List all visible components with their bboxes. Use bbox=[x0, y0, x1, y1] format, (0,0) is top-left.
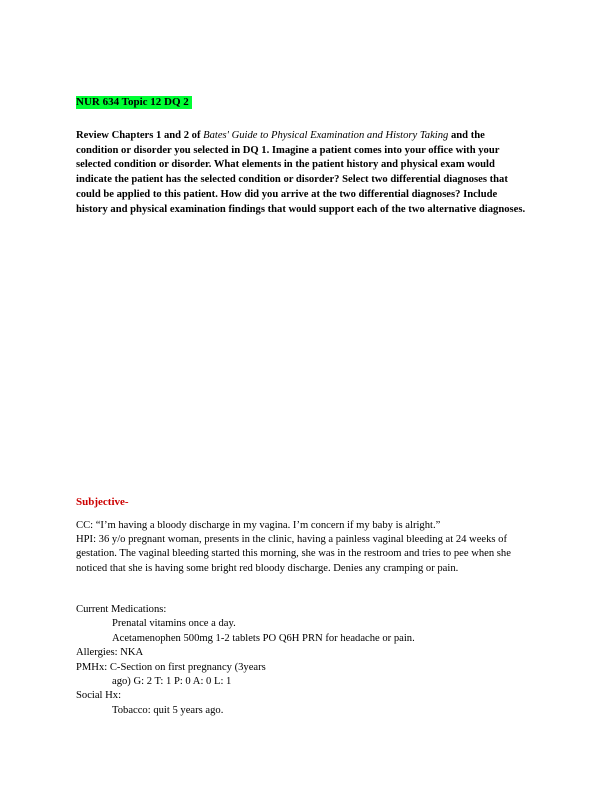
prompt-part-1: Review Chapters 1 and 2 of bbox=[76, 130, 204, 141]
medication-item: Acetamenophen 500mg 1-2 tablets PO Q6H PRN for headache or pain. bbox=[112, 632, 415, 644]
subjective-heading: Subjective- bbox=[76, 496, 129, 508]
prompt-part-2: and the condition or disorder you selected in DQ 1. Imagine a patient comes into your office with your selected condition or disorder. What elements in the patient history and physical exam would indicate the patient has the selected condition or disorder? Select two differential diagnoses that could be applied to this patient. How did you arrive at the two differential diagnoses? Include history and physical examination findings that would support each of the two alternative diagnoses. bbox=[76, 130, 526, 215]
allergies-line: Allergies: NKA bbox=[76, 647, 144, 659]
pmhx-continuation: ago) G: 2 T: 1 P: 0 A: 0 L: 1 bbox=[112, 676, 232, 688]
pmhx-line: PMHx: C-Section on first pregnancy (3years bbox=[76, 661, 266, 673]
hpi-paragraph: HPI: 36 y/o pregnant woman, presents in the clinic, having a painless vaginal bleeding at 24 weeks of gestation. The vaginal bleeding started this morning, she was in the restroom and tries to pee when she noticed that she is having some bright red bloody discharge. Denies any cramping or pain. bbox=[76, 534, 511, 574]
assignment-heading: NUR 634 Topic 12 DQ 2 bbox=[76, 96, 192, 109]
social-history-label: Social Hx: bbox=[76, 690, 122, 702]
medication-item: Prenatal vitamins once a day. bbox=[112, 618, 236, 630]
medications-section bbox=[76, 603, 526, 718]
chief-complaint: CC: “I’m having a bloody discharge in my vagina. I’m concern if my baby is alright.” bbox=[76, 520, 441, 531]
discussion-prompt bbox=[76, 129, 526, 217]
book-title: Bates' Guide to Physical Examination and History Taking bbox=[203, 130, 449, 141]
medications-label: Current Medications: bbox=[76, 604, 167, 615]
social-history-item: Tobacco: quit 5 years ago. bbox=[112, 704, 224, 716]
